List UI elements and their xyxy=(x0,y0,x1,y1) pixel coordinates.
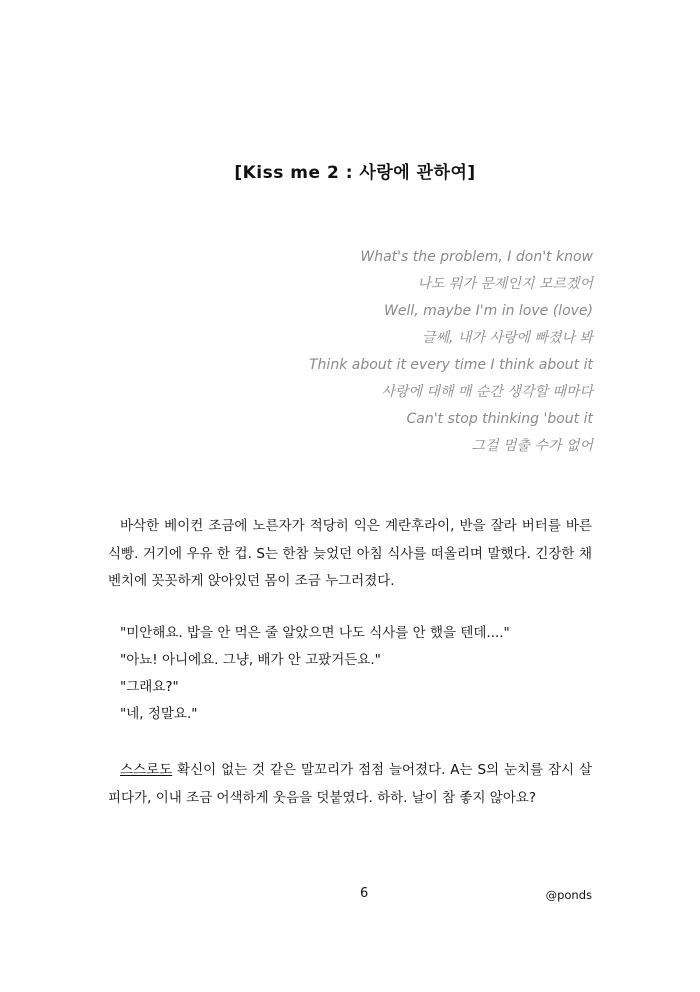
lyric-line: 그걸 멈출 수가 없어 xyxy=(471,438,593,454)
dialogue-line: "네, 정말요." xyxy=(120,706,198,722)
paragraph-text xyxy=(108,757,592,812)
dialogue-line: "미안해요. 밥을 안 먹은 줄 알았으면 나도 식사를 안 했을 텐데...." xyxy=(120,625,510,641)
underlined-word: 스스로도 xyxy=(120,762,173,778)
dialogue-line: "아뇨! 아니에요. 그냥, 배가 안 고팠거든요." xyxy=(120,652,381,668)
paragraph-text: 바삭한 베이컨 조금에 노른자가 적당히 익은 계란후라이, 반을 잘라 버터를 바른 식빵. 거기에 우유 한 컵. S는 한참 늦었던 아침 식사를 떠올리며 말했다. 긴장한 채 벤치에 꼿꼿하게 앉아있던 몸이 조금 누그러졌다. xyxy=(108,518,592,589)
page-number: 6 xyxy=(360,886,369,901)
lyrics-block xyxy=(173,244,593,460)
lyric-line: What's the problem, I don't know xyxy=(360,249,593,265)
lyric-line: 글쎄, 내가 사랑에 빠졌나 봐 xyxy=(421,330,593,346)
author-handle: @ponds xyxy=(545,888,592,902)
dialogue-line: "그래요?" xyxy=(120,679,179,695)
lyric-line: Well, maybe I'm in love (love) xyxy=(384,303,593,319)
paragraph-rest: 확신이 없는 것 같은 말꼬리가 점점 늘어졌다. A는 S의 눈치를 잠시 살피다가, 이내 조금 어색하게 웃음을 덧붙였다. 하하. 날이 참 좋지 않아요? xyxy=(108,762,592,806)
lyric-line: Think about it every time I think about it xyxy=(309,357,593,373)
lyric-line: 사랑에 대해 매 순간 생각할 때마다 xyxy=(381,384,593,400)
lyric-line: Can't stop thinking 'bout it xyxy=(406,411,593,427)
narrative-paragraph-1 xyxy=(108,513,592,596)
narrative-paragraph-2 xyxy=(108,757,592,812)
dialogue-block xyxy=(108,620,592,728)
page-title: [Kiss me 2 : 사랑에 관하여] xyxy=(234,163,476,183)
lyric-line: 나도 뭐가 문제인지 모르겠어 xyxy=(417,276,593,292)
